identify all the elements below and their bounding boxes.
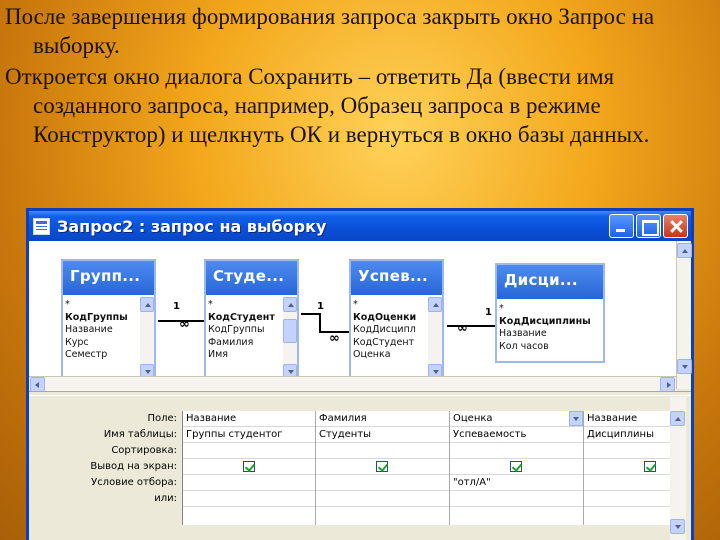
paragraph-2: Откроется окно диалога Сохранить – ответить Да (ввести имя созданного запроса, например, Образец запроса в режиме Конструктор) и щелкнуть ОК и вернуться в окно базы данных.: [5, 64, 650, 147]
table-title[interactable]: Успев...: [351, 261, 442, 295]
slide-text: [5, 2, 717, 151]
row-label-table: Имя таблицы:: [103, 429, 177, 440]
sort-cell[interactable]: [450, 443, 583, 459]
field-item[interactable]: Имя: [208, 349, 228, 360]
query-icon[interactable]: [33, 218, 50, 235]
table-box-groups[interactable]: [61, 259, 156, 381]
show-cell[interactable]: [183, 459, 315, 475]
table-cell[interactable]: Студенты: [316, 427, 449, 443]
relation-one-label: 1: [485, 307, 492, 318]
grid-row-labels: [29, 411, 180, 507]
grid-column[interactable]: [316, 411, 450, 525]
show-checkbox[interactable]: [243, 461, 255, 472]
table-title[interactable]: Групп...: [63, 261, 154, 295]
field-value: Оценка: [453, 413, 493, 424]
table-title[interactable]: Дисци...: [497, 265, 603, 299]
field-item[interactable]: Кол часов: [499, 340, 549, 352]
field-cell[interactable]: [584, 411, 671, 427]
query-window: [26, 208, 694, 540]
scroll-up-icon[interactable]: [677, 243, 692, 258]
row-label-sort: Сортировка:: [111, 445, 177, 456]
scroll-right-icon[interactable]: [660, 377, 675, 392]
table-cell[interactable]: Успеваемость: [450, 427, 583, 443]
field-item[interactable]: КодДисциплины: [499, 315, 591, 327]
relationship-line: [319, 313, 321, 333]
show-checkbox[interactable]: [376, 461, 388, 472]
table-box-subjects[interactable]: [495, 263, 605, 363]
grid-column[interactable]: [584, 411, 671, 525]
field-item[interactable]: *: [499, 303, 504, 314]
table-diagram-pane[interactable]: [29, 241, 676, 389]
window-controls: [609, 214, 688, 238]
field-item[interactable]: КодДисципл: [353, 324, 416, 335]
sort-cell[interactable]: [183, 443, 315, 459]
field-item[interactable]: КодСтудент: [208, 311, 275, 323]
relation-one-label: 1: [317, 301, 324, 312]
field-item[interactable]: КодСтудент: [353, 336, 415, 348]
field-value: Название: [186, 413, 237, 424]
scroll-thumb[interactable]: [283, 319, 297, 343]
or-cell[interactable]: [316, 491, 449, 507]
field-list-scrollbar[interactable]: [428, 297, 442, 379]
minimize-button[interactable]: [609, 214, 634, 238]
diagram-horizontal-scrollbar[interactable]: [29, 376, 676, 391]
field-list-scrollbar[interactable]: [283, 297, 297, 379]
scroll-down-icon[interactable]: [670, 519, 685, 534]
table-box-grades[interactable]: [349, 259, 444, 381]
criteria-cell[interactable]: [584, 475, 671, 491]
paragraph-1: После завершения формирования запроса закрыть окно Запрос на выборку.: [5, 4, 655, 58]
relation-many-label: ∞: [179, 317, 190, 332]
criteria-cell[interactable]: [183, 475, 315, 491]
field-cell[interactable]: [450, 411, 583, 427]
show-checkbox[interactable]: [510, 461, 522, 472]
scroll-up-icon[interactable]: [140, 297, 154, 312]
show-cell[interactable]: [450, 459, 583, 475]
or-cell[interactable]: [450, 491, 583, 507]
field-cell[interactable]: [316, 411, 449, 427]
field-item[interactable]: *: [65, 299, 70, 310]
close-button[interactable]: [663, 214, 688, 238]
field-list[interactable]: [208, 299, 284, 362]
sort-cell[interactable]: [316, 443, 449, 459]
field-item[interactable]: КодГруппы: [65, 311, 128, 323]
table-title[interactable]: Студе...: [206, 261, 297, 295]
table-cell[interactable]: Группы студентог: [183, 427, 315, 443]
field-list[interactable]: [499, 303, 603, 353]
field-list[interactable]: [65, 299, 141, 362]
grid-column[interactable]: [450, 411, 584, 525]
sort-cell[interactable]: [584, 443, 671, 459]
criteria-cell[interactable]: "отл/А": [450, 475, 583, 491]
scroll-up-icon[interactable]: [670, 411, 685, 426]
relation-one-label: 1: [173, 301, 180, 312]
field-cell[interactable]: [183, 411, 315, 427]
field-item[interactable]: Семестр: [65, 349, 108, 360]
field-item[interactable]: *: [208, 299, 213, 310]
or-cell[interactable]: [584, 491, 671, 507]
field-item[interactable]: Название: [65, 324, 113, 335]
field-list[interactable]: [353, 299, 429, 362]
row-label-or: или:: [154, 493, 177, 504]
or-cell[interactable]: [183, 491, 315, 507]
show-cell[interactable]: [316, 459, 449, 475]
query-design-grid[interactable]: [182, 411, 670, 525]
field-list-scrollbar[interactable]: [140, 297, 154, 379]
field-value: Фамилия: [319, 413, 367, 424]
row-label-field: Поле:: [147, 413, 177, 424]
scroll-down-icon[interactable]: [677, 359, 692, 374]
field-item[interactable]: Название: [499, 328, 547, 339]
field-item[interactable]: КодОценки: [353, 311, 417, 323]
field-item[interactable]: Фамилия: [208, 336, 254, 348]
grid-column[interactable]: [183, 411, 316, 525]
field-item[interactable]: *: [353, 299, 358, 310]
relationship-line[interactable]: [447, 325, 495, 327]
scroll-up-icon[interactable]: [428, 297, 442, 312]
field-item[interactable]: Курс: [65, 336, 89, 348]
relation-many-label: ∞: [457, 321, 468, 336]
maximize-button[interactable]: [636, 214, 661, 238]
dropdown-arrow-icon[interactable]: [569, 411, 583, 426]
scroll-left-icon[interactable]: [30, 377, 45, 392]
field-item[interactable]: Оценка: [353, 349, 391, 360]
table-box-students[interactable]: [204, 259, 299, 381]
window-title: Запрос2 : запрос на выборку: [57, 216, 327, 236]
grid-vertical-scrollbar[interactable]: [670, 397, 686, 540]
table-cell[interactable]: Дисциплины: [584, 427, 671, 443]
pane-splitter[interactable]: [29, 391, 691, 396]
row-label-show: Вывод на экран:: [90, 461, 177, 472]
query-grid-pane: [29, 397, 691, 540]
field-item[interactable]: КодГруппы: [208, 324, 265, 335]
scroll-up-icon[interactable]: [283, 297, 297, 312]
field-value: Название: [587, 413, 638, 424]
show-cell[interactable]: [584, 459, 671, 475]
relation-many-label: ∞: [329, 331, 340, 346]
diagram-vertical-scrollbar[interactable]: [676, 241, 691, 389]
relationship-line[interactable]: [301, 313, 321, 315]
criteria-cell[interactable]: [316, 475, 449, 491]
show-checkbox[interactable]: [644, 461, 656, 472]
row-label-criteria: Условие отбора:: [91, 477, 177, 488]
title-bar[interactable]: [29, 211, 691, 241]
